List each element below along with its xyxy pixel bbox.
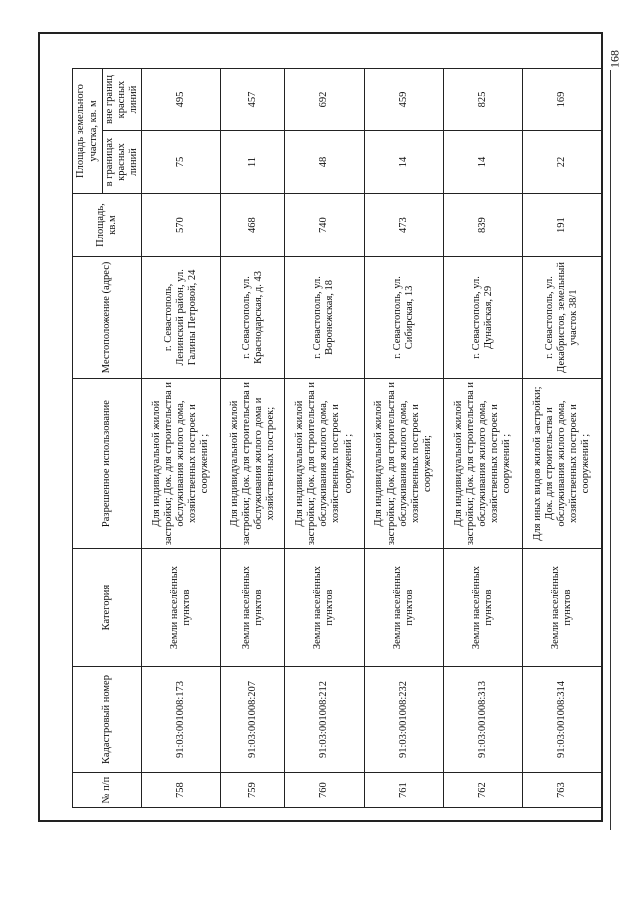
cell-outside: 825 xyxy=(443,69,522,131)
cell-inside: 11 xyxy=(221,131,285,194)
cell-outside: 457 xyxy=(221,69,285,131)
cell-area: 468 xyxy=(221,194,285,257)
cell-cadastral: 91:03:001008:173 xyxy=(142,666,221,773)
cell-outside: 169 xyxy=(522,69,601,131)
cell-area: 473 xyxy=(364,194,443,257)
header-category: Категория xyxy=(73,549,142,666)
cell-area: 570 xyxy=(142,194,221,257)
table-row xyxy=(364,69,443,808)
cell-inside: 48 xyxy=(285,131,364,194)
footer-rule xyxy=(610,70,611,830)
cell-area: 740 xyxy=(285,194,364,257)
cell-num: 758 xyxy=(142,773,221,808)
cell-cadastral: 91:03:001008:313 xyxy=(443,666,522,773)
cell-cadastral: 91:03:001008:207 xyxy=(221,666,285,773)
header-inside: в границах красных линий xyxy=(103,131,142,194)
table-row xyxy=(221,69,285,808)
table-row xyxy=(285,69,364,808)
cell-area: 191 xyxy=(522,194,601,257)
cell-inside: 22 xyxy=(522,131,601,194)
header-area: Площадь, кв.м xyxy=(73,194,142,257)
cell-cadastral: 91:03:001008:212 xyxy=(285,666,364,773)
cell-category: Земли населённых пунктов xyxy=(285,549,364,666)
cell-category: Земли населённых пунктов xyxy=(221,549,285,666)
cell-location: г. Севастополь, ул. Сибирская, 13 xyxy=(364,257,443,379)
cell-use: Для индивидуальной жилой застройки; Док. для строительства и обслуживания жилого дома, хозяйственных построек и сооружений ; xyxy=(285,378,364,549)
table-row xyxy=(522,69,601,808)
header-land-area: Площадь земельного участка, кв. м xyxy=(73,69,103,194)
cell-inside: 14 xyxy=(443,131,522,194)
cell-location: г. Севастополь, ул. Воронежская, 18 xyxy=(285,257,364,379)
cell-area: 839 xyxy=(443,194,522,257)
cell-use: Для индивидуальной жилой застройки; Док. для строительства и обслуживания жилого дома, хозяйственных построек и сооружений; xyxy=(364,378,443,549)
header-num: № п/п xyxy=(73,773,142,808)
cell-num: 761 xyxy=(364,773,443,808)
cell-cadastral: 91:03:001008:232 xyxy=(364,666,443,773)
cell-num: 759 xyxy=(221,773,285,808)
page-number: 168 xyxy=(607,50,622,68)
cell-use: Для индивидуальной жилой застройки; Док. для строительства и обслуживания жилого дома, хозяйственных построек и сооружений ; xyxy=(443,378,522,549)
cell-num: 762 xyxy=(443,773,522,808)
cell-inside: 75 xyxy=(142,131,221,194)
cell-use: Для иных видов жилой застройки; Док. для строительства и обслуживания жилого дома, хозяйственных построек и сооружений ; xyxy=(522,378,601,549)
land-plots-table xyxy=(72,68,602,808)
cell-location: г. Севастополь, Ленинский район, ул. Галины Петровой, 24 xyxy=(142,257,221,379)
cell-cadastral: 91:03:001008:314 xyxy=(522,666,601,773)
header-row xyxy=(73,69,103,808)
cell-category: Земли населённых пунктов xyxy=(364,549,443,666)
header-location: Местоположение (адрес) xyxy=(73,257,142,379)
table-row xyxy=(142,69,221,808)
cell-outside: 459 xyxy=(364,69,443,131)
header-outside: вне границ красных линий xyxy=(103,69,142,131)
cell-category: Земли населённых пунктов xyxy=(443,549,522,666)
cell-outside: 692 xyxy=(285,69,364,131)
cell-num: 760 xyxy=(285,773,364,808)
cell-num: 763 xyxy=(522,773,601,808)
cell-category: Земли населённых пунктов xyxy=(142,549,221,666)
rotated-table-container xyxy=(72,68,602,808)
cell-inside: 14 xyxy=(364,131,443,194)
header-cadastral: Кадастровый номер xyxy=(73,666,142,773)
cell-location: г. Севастополь, ул. Краснодарская, д. 43 xyxy=(221,257,285,379)
cell-use: Для индивидуальной жилой застройки; Док. для строительства и обслуживания жилого дома, хозяйственных построек и сооружений ; xyxy=(142,378,221,549)
header-use: Разрешенное использование xyxy=(73,378,142,549)
cell-outside: 495 xyxy=(142,69,221,131)
cell-use: Для индивидуальной жилой застройки; Док. для строительства и обслуживания жилого дома и хозяйственных построек; xyxy=(221,378,285,549)
table-row xyxy=(443,69,522,808)
cell-location: г. Севастополь, ул. Декабристов, земельный участок 38/1 xyxy=(522,257,601,379)
cell-location: г. Севастополь, ул. Дунайская, 29 xyxy=(443,257,522,379)
cell-category: Земли населённых пунктов xyxy=(522,549,601,666)
